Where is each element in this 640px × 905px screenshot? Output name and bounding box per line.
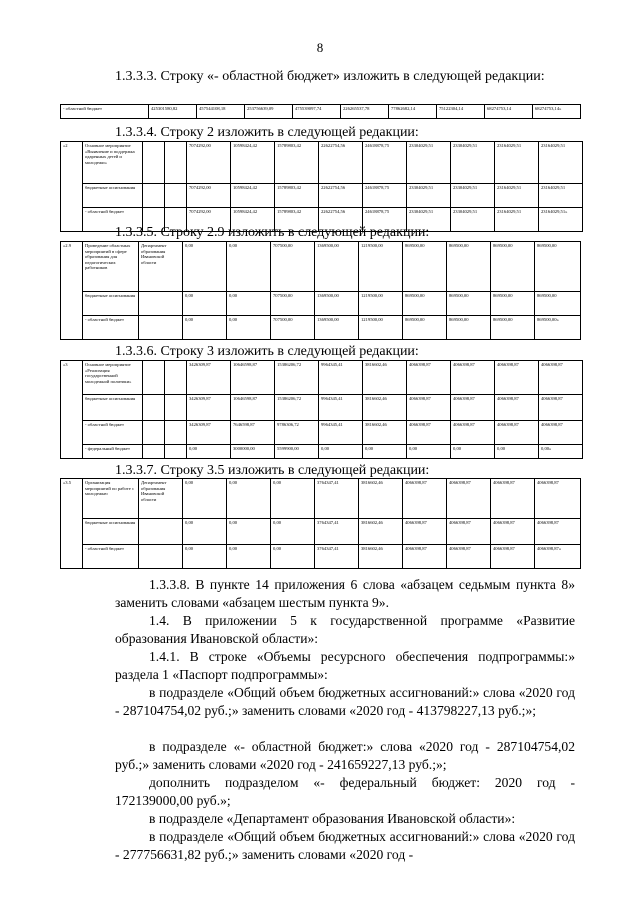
table-cell: 226265537,78: [341, 105, 389, 119]
table-cell: 3816602,46: [359, 519, 403, 545]
table-cell: 3816602,46: [363, 395, 407, 421]
table-cell: 22622754,56: [319, 208, 363, 232]
table-row: [61, 545, 581, 569]
table-cell: 10598424,42: [231, 142, 275, 184]
table-cell: 707500,00: [271, 292, 315, 316]
table-cell-row-number: «3: [61, 361, 83, 459]
section-heading-1-3-3-7: 1.3.3.7. Строку 3.5 изложить в следующей редакции:: [115, 463, 430, 478]
table-cell: Основное мероприятие «Реализация государственной молодежной политики»: [83, 361, 143, 395]
table-cell: 10646598,87: [231, 361, 275, 395]
table-cell: [165, 395, 187, 421]
table-cell: 869500,00: [491, 316, 535, 340]
table-row: [61, 519, 581, 545]
table-cell: 4066398,87: [491, 519, 535, 545]
table-cell: 10646598,87: [231, 395, 275, 421]
table-cell: 3764347,41: [315, 479, 359, 519]
table-cell: 5599900,00: [275, 445, 319, 459]
table-row: [61, 361, 583, 395]
table-cell: 3764347,41: [315, 545, 359, 569]
table-cell: 0,00: [407, 445, 451, 459]
table-cell: 7074292,00: [187, 208, 231, 232]
table-cell: - областной бюджет: [61, 105, 149, 119]
table-cell: 23304029,51: [407, 208, 451, 232]
table-cell: 869500,00: [403, 242, 447, 292]
table-row-2: [60, 141, 583, 232]
table-cell: - федеральный бюджет: [83, 445, 143, 459]
table-cell: - областной бюджет: [83, 208, 143, 232]
table-cell: 4066398,87: [407, 421, 451, 445]
table-cell: 4066398,87: [495, 395, 539, 421]
table-cell: 1369500,00: [315, 316, 359, 340]
table-cell: 869500,00: [491, 292, 535, 316]
paragraph-total-volume: в подразделе «Общий объем бюджетных ассигнований:» слова «2020 год - 287104754,02 руб.;» заменить словами «2020 год - 413798227,13 руб.;»;: [115, 685, 575, 718]
table-cell: 1219500,00: [359, 242, 403, 292]
table-cell: 10598424,42: [231, 208, 275, 232]
table-cell: 0,00: [227, 316, 271, 340]
table-cell: 4066398,87: [447, 479, 491, 519]
table-cell: 24618878,75: [363, 142, 407, 184]
table-cell: 1219500,00: [359, 316, 403, 340]
table-cell: 24618878,75: [363, 184, 407, 208]
table-cell-row-number: «2.9: [61, 242, 83, 340]
table-cell: 15789803,42: [275, 184, 319, 208]
table-cell: 4066398,87: [403, 519, 447, 545]
table-cell: 1219500,00: [359, 292, 403, 316]
table-cell: 869500,00: [447, 316, 491, 340]
table-cell: Департамент образования Ивановской области: [139, 479, 183, 519]
table-row: [61, 242, 581, 292]
table-cell: 707500,00: [271, 242, 315, 292]
table-cell: 869500,00: [447, 242, 491, 292]
table-cell: 3816602,46: [359, 545, 403, 569]
table-cell: Организация мероприятий по работе с молодежью: [83, 479, 139, 519]
table-row-3: [60, 360, 583, 459]
table-cell: 4066398,87: [539, 421, 583, 445]
table-cell: 3426309,87: [187, 395, 231, 421]
table-cell: [139, 316, 183, 340]
table-cell: 253756639,09: [245, 105, 293, 119]
table-cell: 0,00: [183, 242, 227, 292]
table-cell: - областной бюджет: [83, 421, 143, 445]
table-cell: 3000000,00: [231, 445, 275, 459]
table-cell: 0,00: [183, 545, 227, 569]
table-cell: 869500,00: [447, 292, 491, 316]
table-cell: бюджетные ассигнования: [83, 184, 143, 208]
table-cell: 68274753,14: [485, 105, 533, 119]
table-cell: 23304029,51: [451, 142, 495, 184]
section-heading-1-3-3-3: 1.3.3.3. Строку «- областной бюджет» изложить в следующей редакции:: [115, 69, 545, 84]
table-cell: [143, 361, 165, 395]
paragraph-1-4-1: 1.4.1. В строке «Объемы ресурсного обеспечения подпрограммы:» раздела 1 «Паспорт подпрограммы»:: [115, 649, 575, 682]
table-cell: [165, 142, 187, 184]
page-number: 8: [316, 40, 324, 55]
table-cell: [165, 184, 187, 208]
table-row: [61, 292, 581, 316]
table-cell: 869500,00: [403, 292, 447, 316]
table-cell: 4066398,87: [539, 395, 583, 421]
table-cell: 4066398,87: [491, 545, 535, 569]
table-cell: 0,00: [187, 445, 231, 459]
paragraph-1-3-3-8: 1.3.3.8. В пункте 14 приложения 6 слова «абзацем седьмым пункта 8» заменить словами «абзацем шестым пункта 9».: [115, 577, 575, 610]
table-cell: 15386206,72: [275, 361, 319, 395]
table-cell: [165, 361, 187, 395]
table-cell: 4066398,87: [403, 545, 447, 569]
table-cell: 3816602,46: [363, 361, 407, 395]
table-cell: 9964345,41: [319, 361, 363, 395]
section-heading-1-3-3-4: 1.3.3.4. Строку 2 изложить в следующей редакции:: [115, 125, 419, 140]
table-cell: 15789803,42: [275, 142, 319, 184]
table-cell: 23164029,51: [495, 142, 539, 184]
table-cell: 23164029,51»: [539, 208, 583, 232]
table-cell: Департамент образования Ивановской области: [139, 242, 183, 292]
table-cell: [139, 292, 183, 316]
table-cell: 3426309,87: [187, 361, 231, 395]
table-cell: 0,00: [451, 445, 495, 459]
table-cell: 4066398,87: [451, 421, 495, 445]
section-heading-1-3-3-5: 1.3.3.5. Строку 2.9 изложить в следующей редакции:: [115, 225, 430, 240]
table-row: [61, 395, 583, 421]
table-cell: 7074292,00: [187, 184, 231, 208]
table-cell: 15789803,42: [275, 208, 319, 232]
table-cell: 4066398,87: [491, 479, 535, 519]
table-cell: 0,00»: [539, 445, 583, 459]
table-cell: 1369500,00: [315, 242, 359, 292]
table-cell: 0,00: [271, 479, 315, 519]
table-cell: 68274753,14»: [533, 105, 581, 119]
table-cell: - областной бюджет: [83, 545, 139, 569]
section-heading-1-3-3-6: 1.3.3.6. Строку 3 изложить в следующей редакции:: [115, 344, 419, 359]
table-cell: 23304029,51: [451, 184, 495, 208]
paragraph-1-4: 1.4. В приложении 5 к государственной программе «Развитие образования Ивановской области»:: [115, 613, 575, 646]
table-row: [61, 479, 581, 519]
table-cell: 23164029,51: [539, 184, 583, 208]
table-cell: [143, 184, 165, 208]
table-cell: 9964345,41: [319, 395, 363, 421]
table-cell: 457544108,18: [197, 105, 245, 119]
table-cell: 7074292,00: [187, 142, 231, 184]
table-cell: 4066398,87: [539, 361, 583, 395]
table-row: [61, 316, 581, 340]
paragraph-department: в подразделе «Департамент образования Ивановской области»:: [149, 811, 516, 826]
table-row: [61, 142, 583, 184]
table-cell: 869500,00: [491, 242, 535, 292]
table-cell: 0,00: [227, 242, 271, 292]
table-cell: 0,00: [183, 479, 227, 519]
table-cell: 3816602,46: [359, 479, 403, 519]
table-cell: 869500,00: [535, 242, 581, 292]
table-cell: 475539097,74: [293, 105, 341, 119]
table-cell: 75122304,14: [437, 105, 485, 119]
table-cell: 23304029,51: [407, 184, 451, 208]
table-cell: 0,00: [183, 519, 227, 545]
table-cell: 869500,00: [535, 292, 581, 316]
table-cell: Основное мероприятие «Выявление и поддержка одаренных детей и молодежи»: [83, 142, 143, 184]
table-cell: 0,00: [271, 545, 315, 569]
table-cell: 707500,00: [271, 316, 315, 340]
table-cell: 0,00: [271, 519, 315, 545]
table-cell: [143, 395, 165, 421]
table-cell: [143, 142, 165, 184]
table-cell: 24618878,75: [363, 208, 407, 232]
table-cell: 9786306,72: [275, 421, 319, 445]
table-cell: 4066398,87: [447, 545, 491, 569]
table-cell: 0,00: [227, 479, 271, 519]
table-cell: 0,00: [227, 545, 271, 569]
table-cell: 3816602,46: [363, 421, 407, 445]
table-cell: 869500,00: [403, 316, 447, 340]
table-cell: 4066398,87: [447, 519, 491, 545]
table-cell: [139, 519, 183, 545]
table-cell: бюджетные ассигнования: [83, 395, 143, 421]
table-cell: 0,00: [183, 316, 227, 340]
table-cell: бюджетные ассигнования: [83, 519, 139, 545]
table-row-2-9: [60, 241, 581, 340]
table-cell: Проведение областных мероприятий в сфере образования для педагогических работников: [83, 242, 139, 292]
table-cell: 15386206,72: [275, 395, 319, 421]
paragraph-federal-budget: дополнить подразделом «- федеральный бюджет: 2020 год - 172139000,00 руб.»;: [115, 775, 575, 808]
table-cell: 3426309,87: [187, 421, 231, 445]
table-cell: 22622754,56: [319, 184, 363, 208]
table-cell: 23164029,51: [539, 142, 583, 184]
table-cell: 22622754,56: [319, 142, 363, 184]
table-row: [61, 445, 583, 459]
table-cell: 3764347,41: [315, 519, 359, 545]
table-cell: 0,00: [319, 445, 363, 459]
table-cell: 4066398,87: [451, 361, 495, 395]
table-cell: 869500,00»: [535, 316, 581, 340]
table-cell: 23164029,51: [495, 184, 539, 208]
table-cell: 7646598,87: [231, 421, 275, 445]
table-cell: 4066398,87: [495, 421, 539, 445]
table-cell: 0,00: [227, 292, 271, 316]
table-cell: 4066398,87»: [535, 545, 581, 569]
table-cell: 0,00: [363, 445, 407, 459]
table-cell: 4066398,87: [495, 361, 539, 395]
table-cell: 0,00: [183, 292, 227, 316]
table-cell: 1369500,00: [315, 292, 359, 316]
table-cell: 4066398,87: [403, 479, 447, 519]
table-cell: 4066398,87: [535, 519, 581, 545]
table-cell: 4066398,87: [407, 361, 451, 395]
paragraph-department-total: в подразделе «Общий объем бюджетных ассигнований:» слова «2020 год - 277756631,82 руб.;» заменить словами «2020 год -: [115, 829, 575, 862]
table-cell: - областной бюджет: [83, 316, 139, 340]
table-cell: 4066398,87: [407, 395, 451, 421]
table-cell: 10598424,42: [231, 184, 275, 208]
table-row: [61, 421, 583, 445]
table-cell-row-number: «3.5: [61, 479, 83, 569]
table-cell: 0,00: [227, 519, 271, 545]
table-cell: 9964345,41: [319, 421, 363, 445]
table-cell: 23304029,51: [451, 208, 495, 232]
table-cell: [143, 421, 165, 445]
table-cell: 23304029,51: [407, 142, 451, 184]
table-cell: [143, 445, 165, 459]
table-cell: [139, 545, 183, 569]
table-cell: 425301580,82: [149, 105, 197, 119]
table-cell: 0,00: [495, 445, 539, 459]
table-cell: бюджетные ассигнования: [83, 292, 139, 316]
table-cell: 23164029,51: [495, 208, 539, 232]
table-row: [61, 105, 581, 119]
paragraph-regional-budget: в подразделе «- областной бюджет:» слова «2020 год - 287104754,02 руб.;» заменить словами «2020 год - 241659227,13 руб.;»;: [115, 739, 575, 772]
table-cell-row-number: «2: [61, 142, 83, 232]
table-cell: 77862682,14: [389, 105, 437, 119]
table-regional-budget: [60, 104, 581, 119]
table-row-3-5: [60, 478, 581, 569]
table-row: [61, 184, 583, 208]
table-cell: 4066398,87: [535, 479, 581, 519]
table-cell: [165, 421, 187, 445]
table-cell: [165, 445, 187, 459]
table-cell: 4066398,87: [451, 395, 495, 421]
